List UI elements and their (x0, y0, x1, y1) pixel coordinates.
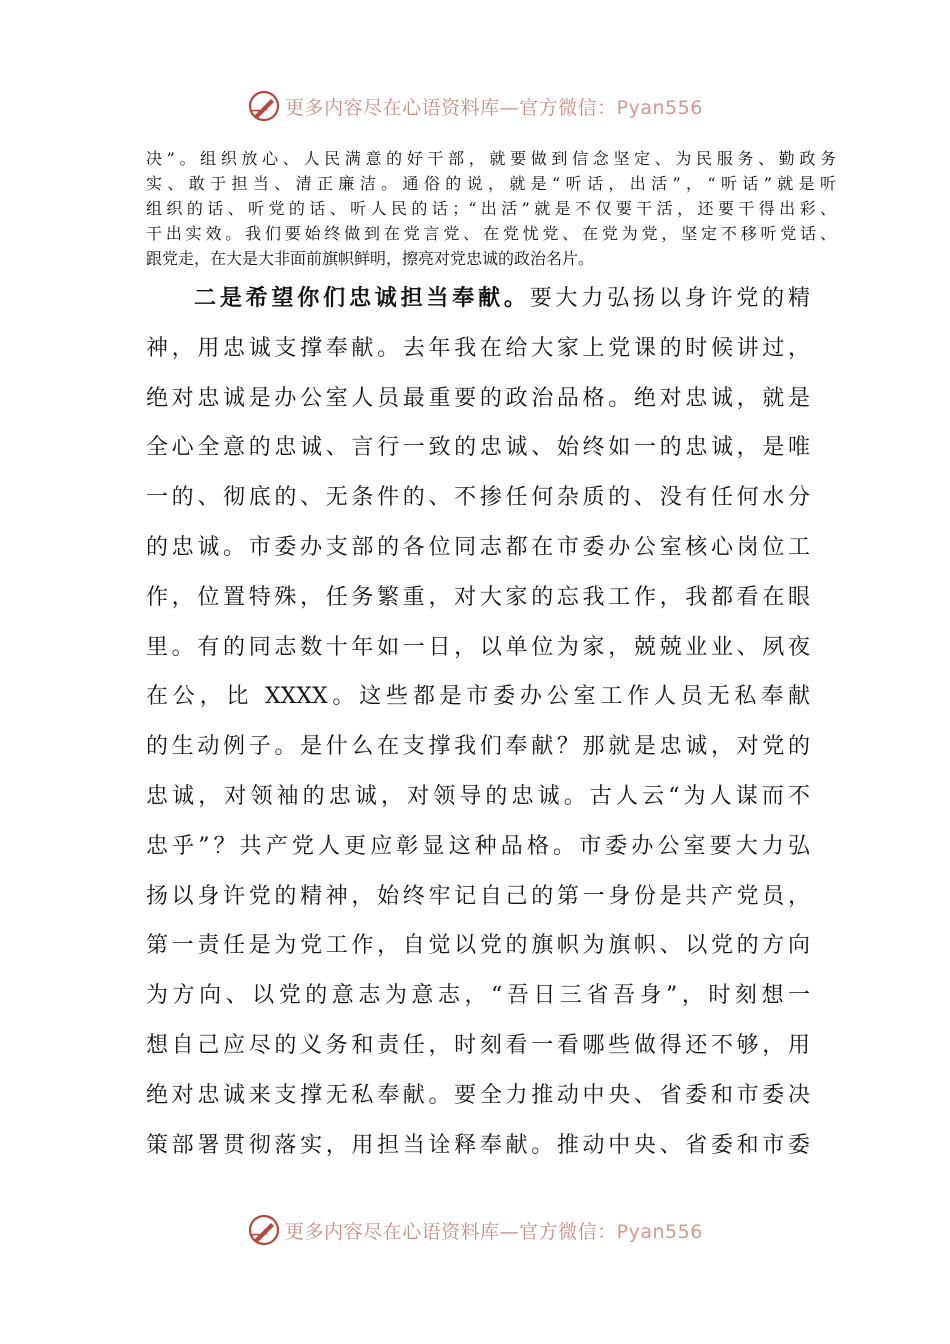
body-line: 绝对忠诚是办公室人员最重要的政治品格。绝对忠诚，就是 (146, 385, 810, 411)
pen-logo-icon (247, 89, 281, 123)
intro-line: 干出实效。我们要始终做到在党言党、在党忧党、在党为党，坚定不移听党话、 (146, 224, 836, 243)
pen-logo-icon (247, 1213, 281, 1247)
body-line: 全心全意的忠诚、言行一致的忠诚、始终如一的忠诚，是唯 (146, 435, 810, 461)
header-banner-text: 更多内容尽在心语资料库—官方微信：Pyan556 (285, 96, 703, 119)
body-line: 的忠诚。市委办支部的各位同志都在市委办公室核心岗位工 (146, 534, 810, 560)
footer-banner-text: 更多内容尽在心语资料库—官方微信：Pyan556 (285, 1220, 703, 1243)
section-first-line (146, 274, 810, 324)
body-line: 想自己应尽的义务和责任，时刻看一看哪些做得还不够，用 (146, 1032, 810, 1058)
section-heading: 二是希望你们忠诚担当奉献。 (194, 286, 530, 311)
body-line: 绝对忠诚来支撑无私奉献。要全力推动中央、省委和市委决 (146, 1082, 810, 1108)
section-first-rest: 要大力弘扬以身许党的精 (529, 286, 810, 311)
body-line: 在公，比 XXXX。这些都是市委办公室工作人员无私奉献 (146, 684, 810, 710)
intro-paragraph (146, 146, 836, 271)
body-line: 扬以身许党的精神，始终牢记自己的第一身份是共产党员， (146, 883, 810, 909)
intro-line: 跟党走，在大是大非面前旗帜鲜明，擦亮对党忠诚的政治名片。 (146, 249, 595, 268)
wechat-handle: Pyan556 (616, 1220, 703, 1243)
wechat-handle: Pyan556 (616, 96, 703, 119)
body-line: 策部署贯彻落实，用担当诠释奉献。推动中央、省委和市委 (146, 1132, 810, 1158)
intro-line: 决”。组织放心、人民满意的好干部，就要做到信念坚定、为民服务、勤政务 (146, 149, 836, 168)
intro-line: 组织的话、听党的话、听人民的话；“出活”就是不仅要干活，还要干得出彩、 (146, 199, 836, 218)
header-banner (0, 84, 950, 128)
body-line: 的生动例子。是什么在支撑我们奉献？那就是忠诚，对党的 (146, 734, 810, 760)
body-line: 第一责任是为党工作，自觉以党的旗帜为旗帜、以党的方向 (146, 933, 810, 959)
section-paragraph (146, 274, 810, 1170)
footer-banner (0, 1208, 950, 1252)
body-line: 里。有的同志数十年如一日，以单位为家，兢兢业业、夙夜 (146, 634, 810, 660)
body-line: 忠乎”？共产党人更应彰显这种品格。市委办公室要大力弘 (146, 833, 810, 859)
body-line: 作，位置特殊，任务繁重，对大家的忘我工作，我都看在眼 (146, 584, 810, 610)
body-line: 忠诚，对领袖的忠诚，对领导的忠诚。古人云“为人谋而不 (146, 783, 810, 809)
body-line: 为方向、以党的意志为意志，“吾日三省吾身”，时刻想一 (146, 983, 810, 1009)
body-line: 一的、彻底的、无条件的、不掺任何杂质的、没有任何水分 (146, 485, 810, 511)
intro-line: 实、敢于担当、清正廉洁。通俗的说，就是“听话，出活”，“听话”就是听 (146, 174, 836, 193)
body-line: 神，用忠诚支撑奉献。去年我在给大家上党课的时候讲过， (146, 335, 810, 361)
